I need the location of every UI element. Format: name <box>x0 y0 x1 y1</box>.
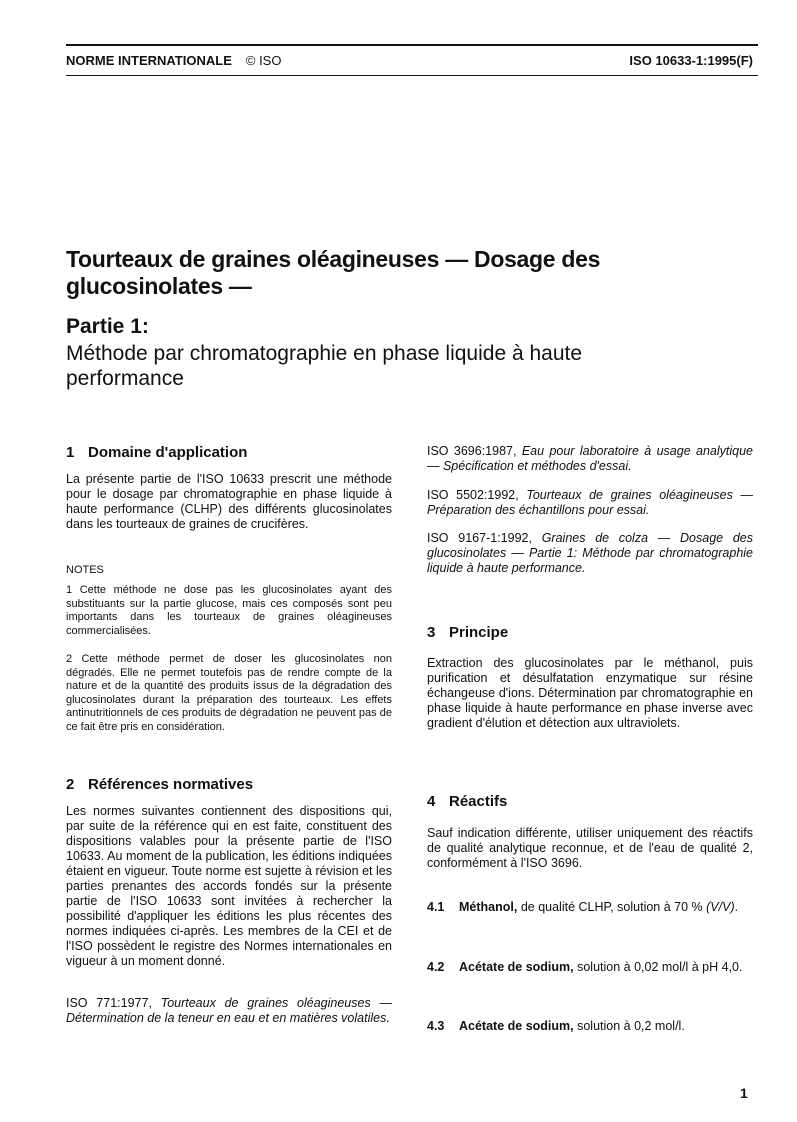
reagent-name: Méthanol, <box>459 900 518 914</box>
reagent-name: Acétate de sodium, <box>459 960 574 974</box>
header-rule <box>66 75 758 76</box>
reference-title: Eau pour laboratoire à usage analytique — Spécification et méthodes d'essai. <box>427 444 753 473</box>
section-1-heading <box>66 444 247 461</box>
header-iso-mark: © ISO <box>245 53 282 68</box>
reference-title: Tourteaux de graines oléagineuses — Préparation des échantillons pour essai. <box>427 488 753 517</box>
header-standard-number: ISO 10633-1:1995(F) <box>629 53 753 68</box>
section-2-heading <box>66 776 253 793</box>
reference-iso-771 <box>66 996 392 1026</box>
note-1: 1 Cette méthode ne dose pas les glucosinolates ayant des substituants sur la partie glucose, mais ces composés sont peu importants dans les tourteaux de graines oléagineuses commercialisées. <box>66 584 392 637</box>
reagent-number: 4.3 <box>427 1019 445 1033</box>
section-2-body: Les normes suivantes contiennent des dispositions qui, par suite de la référence qui en est faite, constituent des dispositions valables pour la présente partie de l'ISO 10633. Au moment de la publication, les éditions indiquées étaient en vigueur. Toute norme est sujette à révision et les parties prenantes des accords fondés sur la présente partie de l'ISO 10633 sont invitées à rechercher la possibilité d'appliquer les éditions les plus récentes des normes indiquées ci-après. Les membres de la CEI et de l'ISO possèdent le registre des Normes internationales en vigueur à un moment donné. <box>66 804 392 968</box>
reference-code: ISO 9167-1:1992, <box>427 531 532 545</box>
reference-code: ISO 3696:1987, <box>427 444 517 458</box>
section-1-body: La présente partie de l'ISO 10633 prescrit une méthode pour le dosage par chromatographie en phase liquide à haute performance (CLHP) des différents glucosinolates dans les tourteaux de graines de crucifères. <box>66 472 392 531</box>
reference-code: ISO 771:1977, <box>66 996 152 1010</box>
reference-iso-5502 <box>427 488 753 518</box>
notes-label: NOTES <box>66 564 104 576</box>
reagent-4-2 <box>427 960 753 975</box>
reference-iso-3696 <box>427 444 753 474</box>
reagent-text: solution à 0,2 mol/l. <box>573 1019 685 1033</box>
reagent-text: solution à 0,02 mol/l à pH 4,0. <box>573 960 743 974</box>
reference-title: Graines de colza — Dosage des glucosinolates — Partie 1: Méthode par chromatographie liquide à haute performance. <box>427 531 753 575</box>
reagent-unit: (V/V) <box>706 900 735 914</box>
section-1-title: Domaine d'application <box>88 444 248 461</box>
header-standard-type: NORME INTERNATIONALE <box>66 53 232 68</box>
reagent-4-3 <box>427 1019 753 1034</box>
top-rule <box>66 44 758 46</box>
header-left <box>66 53 281 68</box>
part-subtitle: Méthode par chromatographie en phase liquide à haute performance <box>66 342 583 390</box>
section-4-body: Sauf indication différente, utiliser uniquement des réactifs de qualité analytique reconnue, et de l'eau de qualité 2, conformément à l'ISO 3696. <box>427 826 753 870</box>
section-4-heading <box>427 793 507 810</box>
section-3-title: Principe <box>449 624 509 641</box>
reagent-number: 4.1 <box>427 900 445 914</box>
section-3-number: 3 <box>427 624 436 641</box>
section-3-body: Extraction des glucosinolates par le méthanol, puis purification et désulfatation enzymatique sur résine échangeuse d'ions. Détermination par chromatographie en phase liquide à haute performance en phase inverse avec gradient d'élution et détection aux ultraviolets. <box>427 656 753 730</box>
reagent-number: 4.2 <box>427 960 445 974</box>
reagent-text: de qualité CLHP, solution à 70 % <box>517 900 707 914</box>
page-number: 1 <box>740 1085 748 1101</box>
reference-code: ISO 5502:1992, <box>427 488 519 502</box>
section-4-number: 4 <box>427 793 436 810</box>
reagent-4-1 <box>427 900 753 915</box>
section-4-title: Réactifs <box>449 793 508 810</box>
part-label: Partie 1: <box>66 315 149 338</box>
reagent-end: . <box>734 900 739 914</box>
reagent-name: Acétate de sodium, <box>459 1019 574 1033</box>
document-title: Tourteaux de graines oléagineuses — Dosage des glucosinolates — <box>66 246 601 299</box>
section-2-number: 2 <box>66 776 75 793</box>
section-1-number: 1 <box>66 444 75 461</box>
section-3-heading <box>427 624 508 641</box>
reference-iso-9167 <box>427 531 753 576</box>
note-2: 2 Cette méthode permet de doser les glucosinolates non dégradés. Elle ne permet toutefois pas de rendre compte de la nature et de la quantité des produits issus de la dégradation des glucosinolates durant la préparation des tourteaux. Les effets antinutritionnels de ces produits de dégradation ne peuvent pas de ce fait être pris en considération. <box>66 653 392 733</box>
section-2-title: Références normatives <box>88 776 254 793</box>
reference-title: Tourteaux de graines oléagineuses — Détermination de la teneur en eau et en matières volatiles. <box>66 996 392 1025</box>
